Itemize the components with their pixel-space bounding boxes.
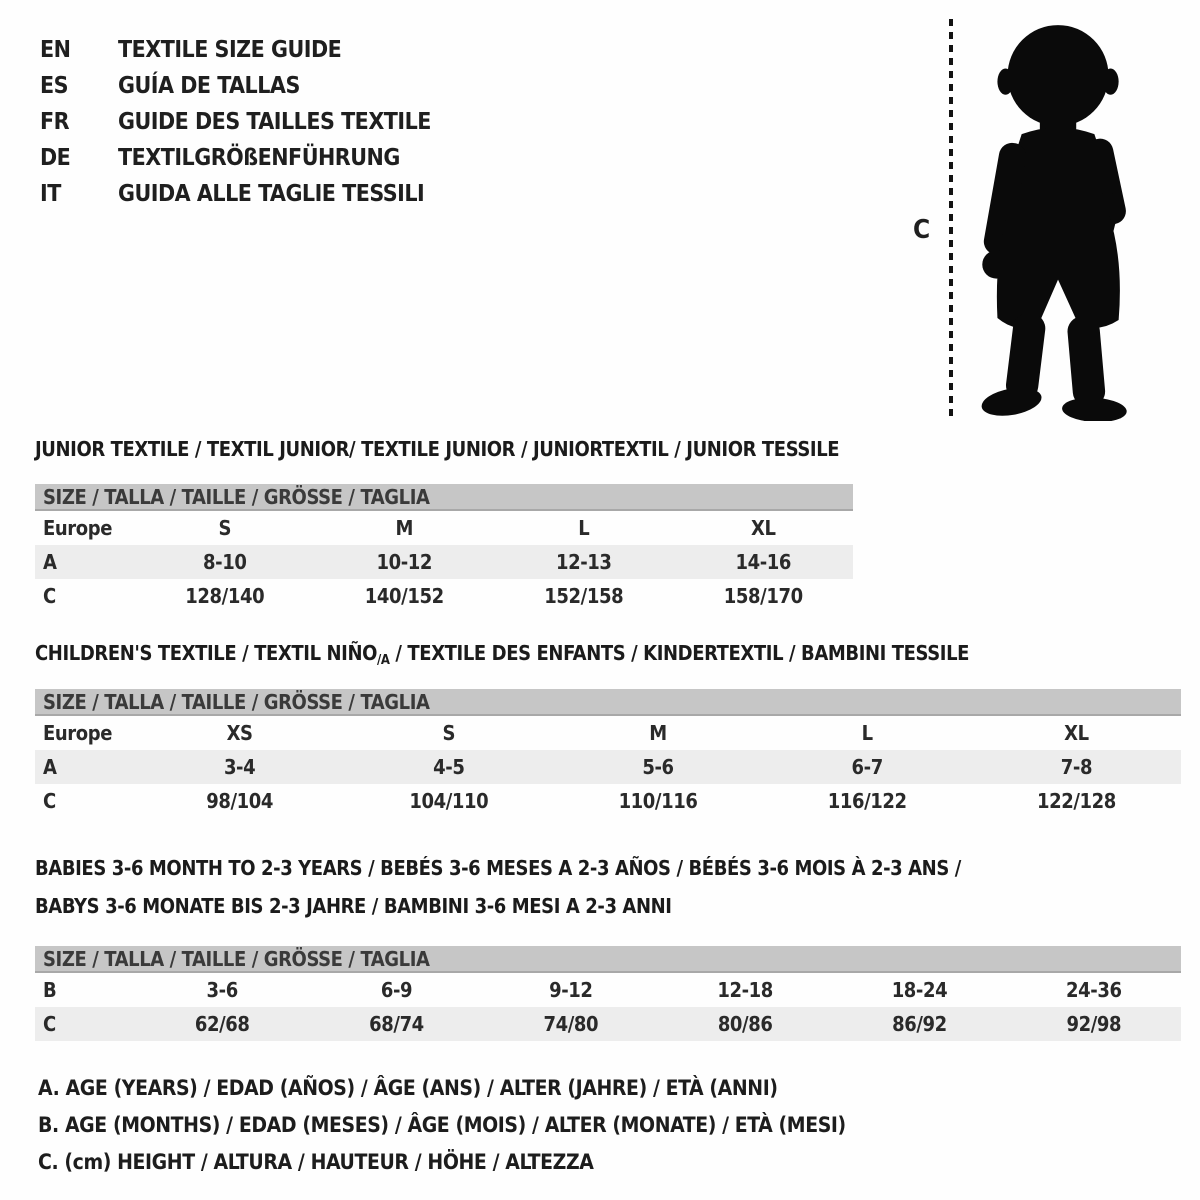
table-row-height bbox=[35, 784, 1181, 818]
table-cell: 14-16 bbox=[735, 550, 792, 574]
table-cell: S bbox=[218, 516, 232, 540]
babies-section-title bbox=[35, 849, 1181, 925]
language-title: GUIDE DES TAILLES TEXTILE bbox=[118, 109, 431, 135]
children-title-part2: / TEXTILE DES ENFANTS / KINDERTEXTIL / BAMBINI TESSILE bbox=[389, 641, 970, 665]
language-code: EN bbox=[40, 37, 71, 63]
table-cell: 110/116 bbox=[618, 789, 698, 813]
table-cell: XS bbox=[226, 721, 253, 745]
table-cell: 74/80 bbox=[543, 1012, 599, 1036]
language-header bbox=[40, 32, 431, 212]
row-label: Europe bbox=[43, 516, 113, 540]
table-cell: 12-18 bbox=[717, 978, 773, 1002]
row-label: C bbox=[43, 584, 56, 608]
table-cell: 6-9 bbox=[380, 978, 413, 1002]
toddler-silhouette-icon bbox=[967, 17, 1143, 421]
row-label: A bbox=[43, 550, 57, 574]
junior-size-table bbox=[35, 484, 853, 613]
language-title: TEXTILE SIZE GUIDE bbox=[118, 37, 342, 63]
language-row-de bbox=[40, 140, 431, 176]
table-cell: 3-4 bbox=[223, 755, 256, 779]
row-label: Europe bbox=[43, 721, 113, 745]
height-measure-label: C bbox=[913, 215, 930, 245]
height-measure-dashed-line bbox=[949, 19, 953, 421]
size-header-banner: SIZE / TALLA / TAILLE / GRÖSSE / TAGLIA bbox=[35, 484, 853, 511]
language-title: GUIDA ALLE TAGLIE TESSILI bbox=[118, 181, 425, 207]
table-cell: XL bbox=[750, 516, 776, 540]
table-cell: 24-36 bbox=[1066, 978, 1122, 1002]
table-cell: 6-7 bbox=[851, 755, 883, 779]
babies-title-line1: BABIES 3-6 MONTH TO 2-3 YEARS / BEBÉS 3-6 MESES A 2-3 AÑOS / BÉBÉS 3-6 MOIS À 2-3 ANS / bbox=[35, 856, 961, 880]
language-code: DE bbox=[40, 145, 71, 171]
table-cell: XL bbox=[1064, 721, 1089, 745]
language-row-es bbox=[40, 68, 431, 104]
row-label: C bbox=[43, 1012, 56, 1036]
table-cell: 3-6 bbox=[206, 978, 238, 1002]
table-cell: 80/86 bbox=[717, 1012, 773, 1036]
table-cell: 104/110 bbox=[409, 789, 489, 813]
language-code: IT bbox=[40, 181, 61, 207]
table-cell: 86/92 bbox=[892, 1012, 947, 1036]
row-label: A bbox=[43, 755, 57, 779]
row-label: C bbox=[43, 789, 56, 813]
table-cell: 122/128 bbox=[1036, 789, 1116, 813]
children-title-subscript: /A bbox=[377, 653, 390, 668]
table-cell: 116/122 bbox=[827, 789, 907, 813]
table-cell: 4-5 bbox=[433, 755, 465, 779]
table-cell: M bbox=[649, 721, 667, 745]
children-textile-section bbox=[35, 641, 1181, 818]
table-cell: 92/98 bbox=[1066, 1012, 1122, 1036]
babies-title-line2: BABYS 3-6 MONATE BIS 2-3 JAHRE / BAMBINI 3-6 MESI A 2-3 ANNI bbox=[35, 894, 672, 918]
table-row-age bbox=[35, 750, 1181, 784]
table-cell: 18-24 bbox=[891, 978, 948, 1002]
table-row-months bbox=[35, 973, 1181, 1007]
children-size-table bbox=[35, 689, 1181, 818]
children-title-part1: CHILDREN'S TEXTILE / TEXTIL NIÑO bbox=[35, 641, 377, 665]
language-code: FR bbox=[40, 109, 70, 135]
babies-textile-section bbox=[35, 849, 1181, 1041]
table-cell: 158/170 bbox=[723, 584, 803, 608]
table-cell: S bbox=[442, 721, 456, 745]
table-cell: 98/104 bbox=[206, 789, 273, 813]
table-row-europe bbox=[35, 716, 1181, 750]
height-figure bbox=[905, 15, 1165, 423]
junior-section-title: JUNIOR TEXTILE / TEXTIL JUNIOR/ TEXTILE JUNIOR / JUNIORTEXTIL / JUNIOR TESSILE bbox=[35, 437, 840, 461]
language-title: TEXTILGRÖßENFÜHRUNG bbox=[118, 145, 400, 171]
language-title: GUÍA DE TALLAS bbox=[118, 73, 300, 99]
table-cell: 68/74 bbox=[369, 1012, 424, 1036]
table-row-europe bbox=[35, 511, 853, 545]
junior-textile-section bbox=[35, 437, 853, 613]
row-label: B bbox=[43, 978, 57, 1002]
table-cell: 8-10 bbox=[203, 550, 247, 574]
table-row-age bbox=[35, 545, 853, 579]
children-section-title bbox=[35, 641, 1181, 668]
table-cell: L bbox=[578, 516, 590, 540]
size-header-banner: SIZE / TALLA / TAILLE / GRÖSSE / TAGLIA bbox=[35, 689, 1181, 716]
table-cell: 5-6 bbox=[642, 755, 674, 779]
legend-line-age-years: A. AGE (YEARS) / EDAD (AÑOS) / ÂGE (ANS) / ALTER (JAHRE) / ETÀ (ANNI) bbox=[38, 1076, 778, 1100]
table-cell: 10-12 bbox=[376, 550, 433, 574]
table-cell: 12-13 bbox=[555, 550, 612, 574]
measure-legend bbox=[38, 1070, 846, 1181]
table-row-height bbox=[35, 1007, 1181, 1041]
table-cell: 7-8 bbox=[1060, 755, 1093, 779]
babies-size-table bbox=[35, 946, 1181, 1041]
table-cell: 62/68 bbox=[194, 1012, 250, 1036]
language-row-it bbox=[40, 176, 431, 212]
language-row-en bbox=[40, 32, 431, 68]
table-cell: 140/152 bbox=[364, 584, 444, 608]
language-row-fr bbox=[40, 104, 431, 140]
table-cell: 128/140 bbox=[185, 584, 265, 608]
legend-line-height: C. (cm) HEIGHT / ALTURA / HAUTEUR / HÖHE / ALTEZZA bbox=[38, 1150, 594, 1174]
table-cell: M bbox=[395, 516, 413, 540]
language-code: ES bbox=[40, 73, 69, 99]
table-cell: 152/158 bbox=[544, 584, 624, 608]
size-header-banner: SIZE / TALLA / TAILLE / GRÖSSE / TAGLIA bbox=[35, 946, 1181, 973]
table-cell: L bbox=[861, 721, 873, 745]
legend-line-age-months: B. AGE (MONTHS) / EDAD (MESES) / ÂGE (MOIS) / ALTER (MONATE) / ETÀ (MESI) bbox=[38, 1113, 846, 1137]
table-row-height bbox=[35, 579, 853, 613]
table-cell: 9-12 bbox=[549, 978, 593, 1002]
